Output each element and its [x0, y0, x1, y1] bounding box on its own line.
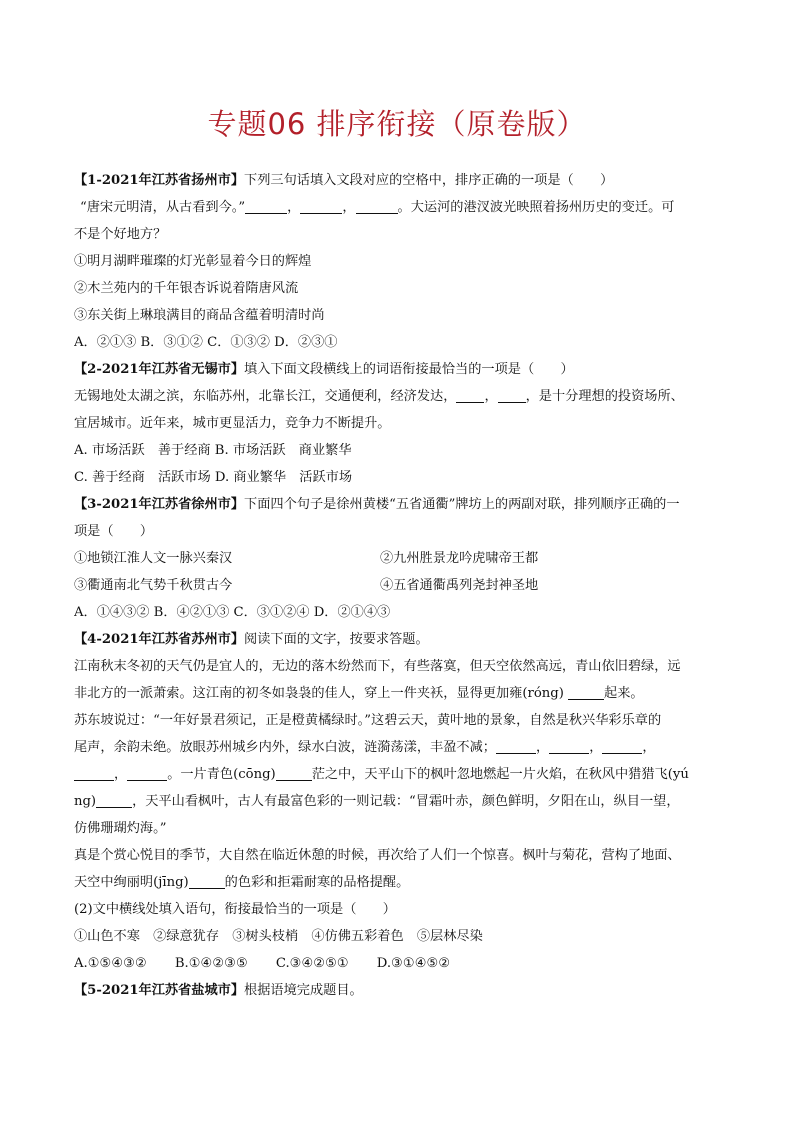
question-1-passage-cont: 不是个好地方？ — [74, 227, 167, 242]
question-1-sentence: ②木兰苑内的千年银杏诉说着隋唐风流 — [74, 281, 299, 296]
question-4-paragraph: 苏东坡说过：“一年好景君须记，正是橙黄橘绿时。”这碧云天，黄叶地的景象，自然是秋兴华彩乐章的 — [74, 713, 662, 728]
answer-blank[interactable] — [127, 764, 167, 781]
answer-blank[interactable] — [276, 764, 312, 781]
question-1-passage: “唐宋元明清，从古看到今。” ， ， 。大运河的港汊波光映照着扬州历史的变迁。可 — [74, 194, 724, 221]
answer-blank[interactable] — [356, 197, 398, 214]
answer-blank[interactable] — [245, 197, 287, 214]
question-1-sentence: ①明月湖畔璀璨的灯光彰显着今日的辉煌 — [74, 254, 312, 269]
question-4-paragraph: 江南秋末冬初的天气仍是宜人的，无边的落木纷然而下，有些落寞，但天空依然高远，青山依旧碧绿，远 — [74, 659, 681, 674]
answer-blank[interactable] — [456, 386, 484, 403]
question-1-options: A．②①③ B．③①② C．①③② D．②③① — [74, 335, 338, 350]
question-4-paragraph: ng) ，天平山看枫叶，古人有最富色彩的一则记载：“冒霜叶赤，颜色鲜明，夕阳在山，纵目一望， — [74, 788, 724, 815]
question-4-sub-2-items: ①山色不寒 ②绿意犹存 ③树头枝梢 ④仿佛五彩着色 ⑤层林尽染 — [74, 929, 483, 944]
question-4-paragraph: ， 。一片青色(cōng) 茫之中，天平山下的枫叶忽地燃起一片火焰，在秋风中猎猎飞(yú — [74, 761, 724, 788]
question-4-paragraph: 仿佛珊瑚灼海。” — [74, 821, 167, 836]
question-4-options: A.①⑤④③② B.①④②③⑤ C.③④②⑤① D.③①④⑤② — [74, 956, 451, 971]
question-2-passage: 无锡地处太湖之滨，东临苏州，北靠长江，交通便利，经济发达， ， ，是十分理想的投资场所、 — [74, 383, 724, 410]
answer-blank[interactable] — [300, 197, 342, 214]
question-4-sub-2: (2)文中横线处填入语句，衔接最恰当的一项是（ ） — [74, 902, 396, 917]
question-3-options: A．①④③② B．④②①③ C．③①②④ D．②①④③ — [74, 605, 391, 620]
answer-blank[interactable] — [568, 683, 604, 700]
question-3-header: 【3-2021年江苏省徐州市】下面四个句子是徐州黄楼“五省通衢”牌坊上的两副对联，排列顺序正确的一 — [74, 497, 680, 512]
question-3-couplets: ③衢通南北气势千秋贯古今 ④五省通衢禹列尧封神圣地 — [74, 578, 539, 593]
answer-blank[interactable] — [498, 386, 526, 403]
question-4-paragraph: 尾声，余韵未绝。放眼苏州城乡内外，绿水白波，涟漪荡漾，丰盈不减； ， ， ， — [74, 734, 724, 761]
question-1-header: 【1-2021年江苏省扬州市】下列三句话填入文段对应的空格中，排序正确的一项是（ ） — [74, 173, 614, 188]
question-1-sentence: ③东关街上琳琅满目的商品含蕴着明清时尚 — [74, 308, 325, 323]
question-3-stem-cont: 项是（ ） — [74, 524, 154, 539]
page-title: 专题06 排序衔接（原卷版） — [207, 107, 587, 141]
question-5-header: 【5-2021年江苏省盐城市】根据语境完成题目。 — [74, 983, 363, 998]
question-2-options: A. 市场活跃 善于经商 B. 市场活跃 商业繁华 — [74, 443, 352, 458]
document-body — [74, 167, 724, 1004]
answer-blank[interactable] — [496, 737, 536, 754]
question-2-passage-cont: 宜居城市。近年来，城市更显活力，竞争力不断提升。 — [74, 416, 391, 431]
question-4-paragraph: 非北方的一派萧索。这江南的初冬如袅袅的佳人，穿上一件夹袄，显得更加雍(róng) 起来。 — [74, 680, 724, 707]
question-2-header: 【2-2021年江苏省无锡市】填入下面文段横线上的词语衔接最恰当的一项是（ ） — [74, 362, 574, 377]
question-4-header: 【4-2021年江苏省苏州市】阅读下面的文字，按要求答题。 — [74, 632, 429, 647]
question-4-paragraph: 真是个赏心悦目的季节，大自然在临近休憩的时候，再次给了人们一个惊喜。枫叶与菊花，营构了地面、 — [74, 848, 681, 863]
question-3-couplets: ①地锁江淮人文一脉兴秦汉 ②九州胜景龙吟虎啸帝王都 — [74, 551, 539, 566]
answer-blank[interactable] — [189, 872, 225, 889]
answer-blank[interactable] — [96, 791, 132, 808]
question-2-options: C. 善于经商 活跃市场 D. 商业繁华 活跃市场 — [74, 470, 353, 485]
answer-blank[interactable] — [74, 764, 114, 781]
answer-blank[interactable] — [602, 737, 642, 754]
answer-blank[interactable] — [549, 737, 589, 754]
question-4-paragraph: 天空中绚丽明(jīng) 的色彩和拒霜耐寒的品格提醒。 — [74, 869, 724, 896]
